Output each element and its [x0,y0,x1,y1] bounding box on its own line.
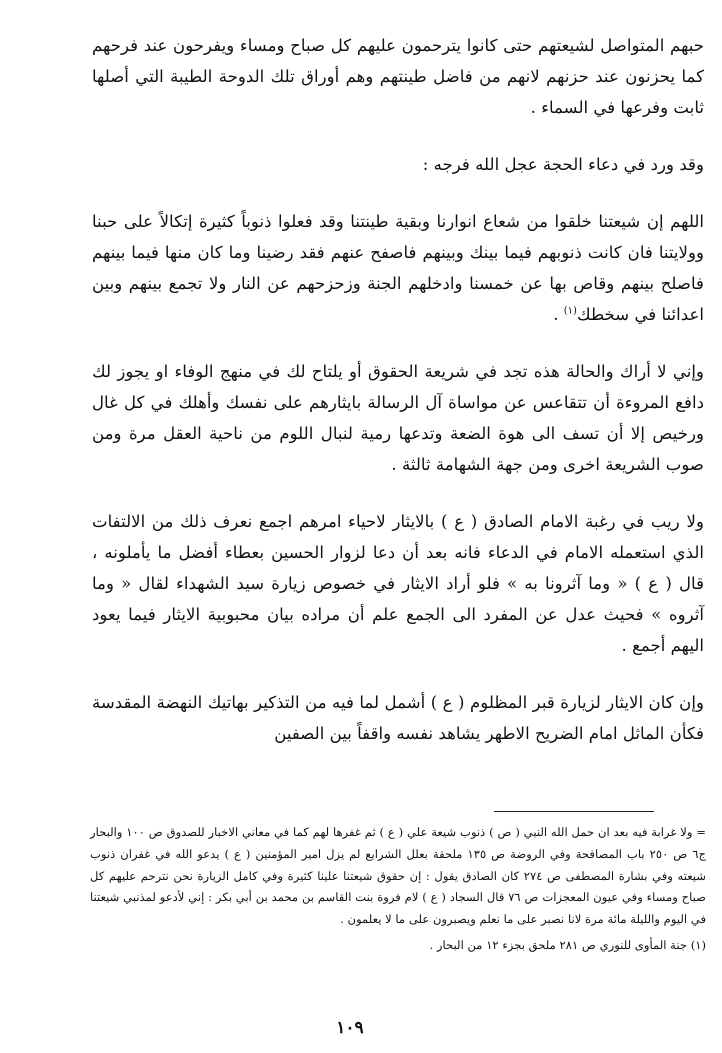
page-number: ١٠٩ [336,1018,364,1038]
paragraph-1: حبهم المتواصل لشيعتهم حتى كانوا يترحمون عليهم كل صباح ومساء ويفرحون عند فرحهم كما يحزنون عند حزنهم لانهم من فاضل طينتهم وهم أوراق تلك الدوحة الطيبة التي أصلها ثابت وفرعها في السماء . [92,36,704,117]
paragraph-2: وقد ورد في دعاء الحجة عجل الله فرجه : [422,155,704,174]
prayer-end: . [553,305,564,324]
prayer-text: اللهم إن شيعتنا خلقوا من شعاع انوارنا وبقية طينتنا وقد فعلوا ذنوباً كثيرة إتكالاً على حبنا وولايتنا فان كانت ذنوبهم فيما بينك وبينهم فاصفح عنهم فقد رضينا وما كان منها فيما بينهم فاصلح بينهم وقاص بها عن خمسنا وادخلهم الجنة وزحزحهم عن النار ولا تجمع بينهم وبين اعدائنا في سخطك [92,212,704,324]
footnote-reference[interactable]: (١) [563,305,577,317]
paragraph-6: وإن كان الايثار لزيارة قبر المظلوم ( ع ) أشمل لما فيه من التذكير بهاتيك النهضة المقدسة فكأن الماثل امام الضريح الاطهر يشاهد نفسه واقفاً بين الصفين [92,693,704,743]
footnote-1: (١) جنة المأوى للنوري ص ٢٨١ ملحق بجزء ١٢ من البحار . [429,937,706,952]
footnote-divider [494,811,654,812]
paragraph-4: وإني لا أراك والحالة هذه تجد في شريعة الحقوق أو يلتاح لك في منهج الوفاء او يجوز لك دافع المروءة أن تتقاعس عن مواساة آل الرسالة بايثارهم على نفسك وأهلك في كل غال ورخيص إلا أن تسف الى هوة الضعة وتدعها رمية لنبال اللوم من ناحية العقل مرة ومن صوب الشريعة اخرى ومن جهة الشهامة ثالثة . [92,362,704,474]
main-text [92,30,704,749]
footnotes [90,822,706,957]
paragraph-5: ولا ريب في رغبة الامام الصادق ( ع ) بالايثار لاحياء امرهم اجمع نعرف ذلك من الالتفات الذي استعمله الامام في الدعاء فانه بعد أن دعا لزوار الحسين بعطاء أفضل ما يأملونه ، قال ( ع ) « وما آثرونا به » فلو أراد الايثار في خصوص زيارة سيد الشهداء لقال « وما آثروه » فحيث عدل عن المفرد الى الجمع علم أن مراده بيان محبوبية الايثار فيما يعود اليهم أجمع . [92,512,704,655]
footnote-continued: = ولا غرابة فيه بعد ان حمل الله النبي ( ص ) ذنوب شيعة علي ( ع ) ثم غفرها لهم كما في معاني الاخبار للصدوق ص ١٠٠ والبحار ج٦ ص ٢٥٠ باب المصافحة وفي الروضة ص ١٣٥ ملحقة بعلل الشرايع لم يزل امير المؤمنين ( ع ) يدعو الله في غفران ذنوب شيعته وفي بشارة المصطفى ص ٢٧٤ كان الصادق يقول : إن حقوق شيعتنا علينا كثيرة وفي كامل الزيارة نحن نترحم عليهم كل صباح ومساء وفي عيون المعجزات ص ٧٦ قال السجاد ( ع ) لام فروة بنت القاسم بن محمد بن أبي بكر : إني لأدعو لمذنبي شيعتنا في اليوم والليلة مائة مرة لانا نصبر على ما نعلم ويصبرون على ما لا يعلمون . [90,825,707,927]
paragraph-3-prayer [92,206,704,330]
